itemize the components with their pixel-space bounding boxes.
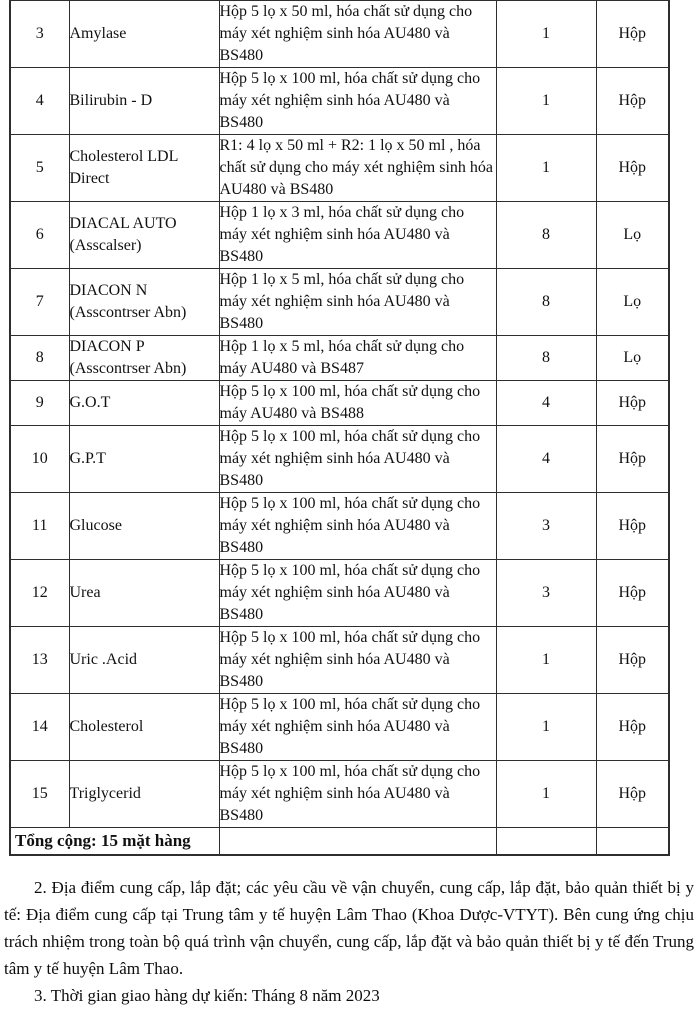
table-row	[10, 269, 669, 336]
cell-item-name: Bilirubin - D	[69, 68, 219, 135]
cell-item-name: DIACON P (Asscontrser Abn)	[69, 336, 219, 381]
body-text	[4, 874, 694, 1009]
cell-unit: Hộp	[596, 627, 669, 694]
cell-unit: Hộp	[596, 1, 669, 68]
cell-unit: Hộp	[596, 426, 669, 493]
cell-unit: Lọ	[596, 202, 669, 269]
cell-quantity: 8	[496, 269, 596, 336]
table-row	[10, 381, 669, 426]
cell-unit: Hộp	[596, 560, 669, 627]
cell-stt: 11	[10, 493, 69, 560]
table-row	[10, 493, 669, 560]
cell-unit: Lọ	[596, 336, 669, 381]
cell-description: Hộp 5 lọ x 100 ml, hóa chất sử dụng cho máy xét nghiệm sinh hóa AU480 và BS480	[219, 627, 496, 694]
cell-stt: 13	[10, 627, 69, 694]
cell-stt: 5	[10, 135, 69, 202]
cell-stt: 7	[10, 269, 69, 336]
cell-description: Hộp 5 lọ x 100 ml, hóa chất sử dụng cho máy xét nghiệm sinh hóa AU480 và BS480	[219, 68, 496, 135]
cell-stt: 15	[10, 761, 69, 828]
cell-quantity: 4	[496, 381, 596, 426]
cell-unit: Hộp	[596, 493, 669, 560]
cell-description: Hộp 5 lọ x 100 ml, hóa chất sử dụng cho máy xét nghiệm sinh hóa AU480 và BS480	[219, 426, 496, 493]
cell-item-name: DIACON N (Asscontrser Abn)	[69, 269, 219, 336]
table-row	[10, 68, 669, 135]
cell-quantity: 1	[496, 694, 596, 761]
cell-quantity: 1	[496, 1, 596, 68]
cell-item-name: Amylase	[69, 1, 219, 68]
paragraph-delivery-time: 3. Thời gian giao hàng dự kiến: Tháng 8 năm 2023	[34, 986, 380, 1005]
items-table-body	[10, 1, 669, 855]
cell-quantity: 8	[496, 202, 596, 269]
table-row	[10, 560, 669, 627]
cell-description: Hộp 5 lọ x 50 ml, hóa chất sử dụng cho máy xét nghiệm sinh hóa AU480 và BS480	[219, 1, 496, 68]
cell-item-name: Urea	[69, 560, 219, 627]
cell-description: R1: 4 lọ x 50 ml + R2: 1 lọ x 50 ml , hóa chất sử dụng cho máy xét nghiệm sinh hóa AU480 và BS480	[219, 135, 496, 202]
cell-quantity: 1	[496, 761, 596, 828]
cell-item-name: G.P.T	[69, 426, 219, 493]
cell-unit: Hộp	[596, 135, 669, 202]
cell-quantity: 4	[496, 426, 596, 493]
table-row	[10, 761, 669, 828]
cell-item-name: Triglycerid	[69, 761, 219, 828]
table-row	[10, 627, 669, 694]
paragraph-delivery-location: 2. Địa điểm cung cấp, lắp đặt; các yêu cầu về vận chuyển, cung cấp, lắp đặt, bảo quản thiết bị y tế: Địa điểm cung cấp tại Trung tâm y tế huyện Lâm Thao (Khoa Dược-VTYT). Bên cung ứng chịu trách nhiệm trong toàn bộ quá trình vận chuyển, cung cấp, lắp đặt và bảo quản thiết bị y tế đến Trung tâm y tế huyện Lâm Thao.	[4, 878, 694, 978]
cell-item-name: DIACAL AUTO (Asscalser)	[69, 202, 219, 269]
total-row	[10, 828, 669, 855]
table-row	[10, 336, 669, 381]
table-row	[10, 202, 669, 269]
cell-quantity: 8	[496, 336, 596, 381]
cell-description: Hộp 5 lọ x 100 ml, hóa chất sử dụng cho máy xét nghiệm sinh hóa AU480 và BS480	[219, 560, 496, 627]
cell-stt: 14	[10, 694, 69, 761]
cell-stt: 4	[10, 68, 69, 135]
cell-quantity: 1	[496, 68, 596, 135]
table-row	[10, 694, 669, 761]
cell-stt: 3	[10, 1, 69, 68]
cell-quantity: 3	[496, 493, 596, 560]
cell-unit: Hộp	[596, 694, 669, 761]
total-label: Tổng cộng: 15 mặt hàng	[10, 828, 219, 855]
cell-item-name: Cholesterol	[69, 694, 219, 761]
cell-description: Hộp 5 lọ x 100 ml, hóa chất sử dụng cho máy xét nghiệm sinh hóa AU480 và BS480	[219, 493, 496, 560]
cell-item-name: G.O.T	[69, 381, 219, 426]
cell-stt: 8	[10, 336, 69, 381]
cell-description: Hộp 5 lọ x 100 ml, hóa chất sử dụng cho máy xét nghiệm sinh hóa AU480 và BS480	[219, 694, 496, 761]
total-empty-unit	[596, 828, 669, 855]
table-row	[10, 135, 669, 202]
cell-description: Hộp 1 lọ x 5 ml, hóa chất sử dụng cho máy AU480 và BS487	[219, 336, 496, 381]
cell-stt: 9	[10, 381, 69, 426]
cell-unit: Hộp	[596, 381, 669, 426]
cell-description: Hộp 5 lọ x 100 ml, hóa chất sử dụng cho máy xét nghiệm sinh hóa AU480 và BS480	[219, 761, 496, 828]
cell-stt: 12	[10, 560, 69, 627]
cell-description: Hộp 1 lọ x 5 ml, hóa chất sử dụng cho máy xét nghiệm sinh hóa AU480 và BS480	[219, 269, 496, 336]
cell-description: Hộp 5 lọ x 100 ml, hóa chất sử dụng cho máy AU480 và BS488	[219, 381, 496, 426]
cell-item-name: Cholesterol LDL Direct	[69, 135, 219, 202]
table-row	[10, 426, 669, 493]
cell-unit: Hộp	[596, 68, 669, 135]
cell-quantity: 1	[496, 135, 596, 202]
total-empty-qty	[496, 828, 596, 855]
table-row	[10, 1, 669, 68]
cell-unit: Hộp	[596, 761, 669, 828]
items-table	[9, 0, 670, 856]
cell-quantity: 3	[496, 560, 596, 627]
cell-item-name: Uric .Acid	[69, 627, 219, 694]
cell-description: Hộp 1 lọ x 3 ml, hóa chất sử dụng cho máy xét nghiệm sinh hóa AU480 và BS480	[219, 202, 496, 269]
cell-stt: 10	[10, 426, 69, 493]
total-empty-desc	[219, 828, 496, 855]
cell-stt: 6	[10, 202, 69, 269]
cell-item-name: Glucose	[69, 493, 219, 560]
cell-unit: Lọ	[596, 269, 669, 336]
cell-quantity: 1	[496, 627, 596, 694]
